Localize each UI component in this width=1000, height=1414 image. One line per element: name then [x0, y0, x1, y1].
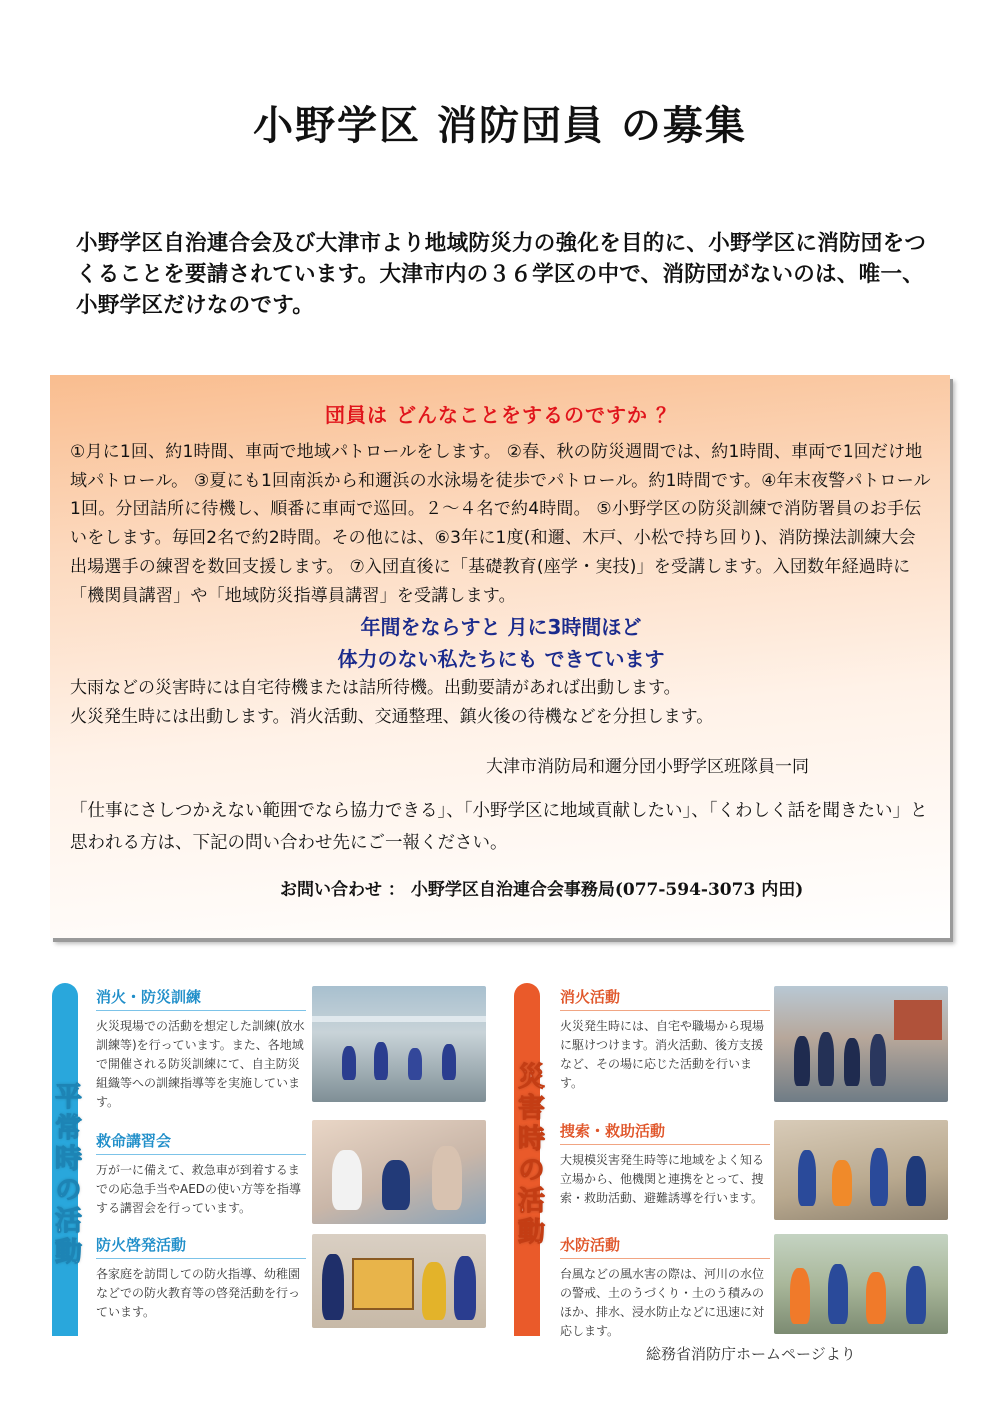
item-text: 台風などの風水害の際は、河川の水位の警戒、土のうづくり・土のう積みのほか、排水、浸水防止などに迅速に対応します。	[560, 1267, 765, 1338]
item-title: 消火・防災訓練	[96, 986, 306, 1011]
disaster-section-label: 災害時の活動	[513, 1062, 544, 1248]
disaster-standby-text: 大雨などの災害時には自宅待機または詰所待機。出動要請があれば出動します。	[70, 678, 681, 699]
fire-dispatch-text: 火災発生時には出動します。消火活動、交通整理、鎮火後の待機などを分担します。	[70, 707, 714, 728]
info-panel	[50, 375, 950, 938]
normal-section-label: 平常時の活動	[50, 1082, 81, 1268]
item-text: 大規模災害発生時等に地域をよく知る立場から、他機関と連携をとって、捜索・救助活動、避難誘導を行います。	[560, 1153, 765, 1205]
item-title: 水防活動	[560, 1234, 770, 1259]
appeal-paragraph: 「仕事にさしつかえない範囲でなら協力できる」、「小野学区に地域貢献したい」、「くわしく話を聞きたい」と思われる方は、下記の問い合わせ先にご一報ください。	[70, 801, 928, 854]
disaster-item-firefighting	[560, 986, 770, 1093]
firefighting-photo	[774, 986, 948, 1102]
item-text: 万が一に備えて、救急車が到着するまでの応急手当やAEDの使い方等を指導する講習会を行っています。	[96, 1163, 302, 1215]
rescue-photo	[774, 1120, 948, 1220]
page-title: 小野学区 消防団員 の募集	[253, 103, 747, 149]
item-title: 捜索・救助活動	[560, 1120, 770, 1145]
signature: 大津市消防局和邇分団小野学区班隊員一同	[486, 757, 809, 778]
lifesaving-photo	[312, 1120, 486, 1224]
panel-heading: 団員は どんなことをするのですか ？	[325, 403, 677, 427]
item-title: 救命講習会	[96, 1130, 306, 1155]
item-text: 各家庭を訪問しての防火指導、幼稚園などでの防火教育等の啓発活動を行っています。	[96, 1267, 301, 1319]
item-title: 消火活動	[560, 986, 770, 1011]
normal-item-awareness	[96, 1234, 306, 1322]
item-text: 火災現場での活動を想定した訓練(放水訓練等)を行っています。また、各地域で開催される防災訓練にて、自主防災組織等への訓練指導等を実施しています。	[96, 1019, 305, 1109]
disaster-item-rescue	[560, 1120, 770, 1208]
contact-info: お問い合わせ ： 小野学区自治連合会事務局(077-594-3073 内田)	[280, 880, 804, 901]
highlight-line-2: 体力のない私たちにも できています	[337, 647, 665, 672]
source-credit: 総務省消防庁ホームページより	[646, 1345, 856, 1363]
normal-item-lifesaving	[96, 1130, 306, 1218]
training-photo	[312, 986, 486, 1102]
duties-paragraph: ①月に1回、約1時間、車両で地域パトロールをします。 ②春、秋の防災週間では、約1時間、車両で1回だけ地域パトロール。 ③夏にも1回南浜から和邇浜の水泳場を徒歩でパトロール。約1時間です。④年末夜警パトロール1回。分団詰所に待機し、順番に車両で巡回。２～４名で約4時間。 ⑤小野学区の防災訓練で消防署員のお手伝いをします。毎回2名で約2時間。その他には、⑥3年に1度(和邇、木戸、小松で持ち回り)、消防操法訓練大会出場選手の練習を数回支援します。 ⑦入団直後に「基礎教育(座学・実技)」を受講します。入団数年経過時に「機関員講習」や「地域防災指導員講習」を受講します。	[70, 442, 931, 606]
highlight-line-1: 年間をならすと 月に3時間ほど	[360, 615, 642, 640]
item-title: 防火啓発活動	[96, 1234, 306, 1259]
intro-paragraph: 小野学区自治連合会及び大津市より地域防災力の強化を目的に、小野学区に消防団をつくることを要請されています。大津市内の３６学区の中で、消防団がないのは、唯一、小野学区だけなのです。	[76, 231, 927, 318]
normal-item-training	[96, 986, 306, 1112]
item-text: 火災発生時には、自宅や職場から現場に駆けつけます。消火活動、後方支援など、その場に応じた活動を行います。	[560, 1019, 765, 1090]
flood-photo	[774, 1234, 948, 1334]
awareness-photo	[312, 1234, 486, 1328]
disaster-item-flood	[560, 1234, 770, 1341]
